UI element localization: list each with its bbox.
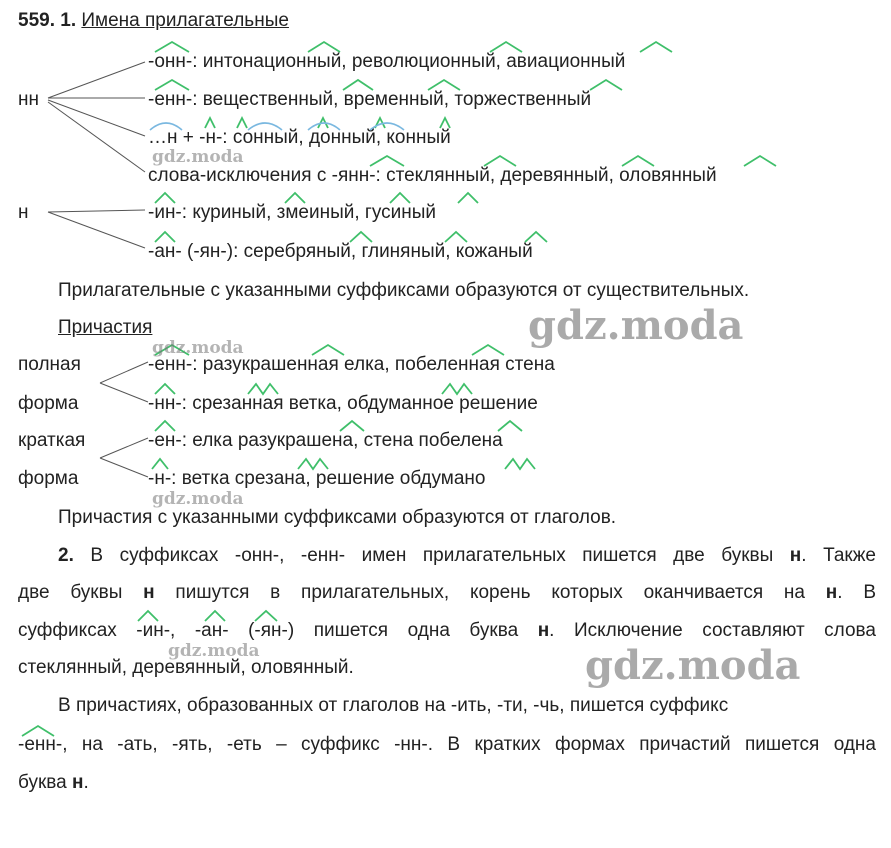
adj-line-root-n: …н + -н-: сонный, донный, конный: [148, 127, 451, 148]
para2-line1: 2. В суффиксах -онн-, -енн- имен прилагательных пишется две буквы н. Также: [58, 545, 876, 566]
adj-summary: Прилагательные с указанными суффиксами образуются от существительных.: [58, 280, 750, 301]
part-line-n: -н-: ветка срезана, решение обдумано: [148, 468, 486, 489]
para2-line3: суффиксах -ин-, -ан- (-ян-) пишется одна буква н. Исключение составляют слова: [18, 620, 876, 641]
part-line-nn: -нн-: срезанная ветка, обдуманное решение: [148, 393, 538, 414]
adj-line-in: -ин-: куриный, змеиный, гусиный: [148, 202, 436, 223]
adj-line-onn: -онн-: интонационный, революционный, авиационный: [148, 51, 626, 72]
part-summary: Причастия с указанными суффиксами образуются от глаголов.: [58, 507, 617, 528]
label-full: полная: [18, 354, 81, 375]
section-title-adjectives: Имена прилагательные: [81, 10, 289, 31]
para3-line2: -енн-, на -ать, -ять, -еть – суффикс -нн-. В кратких формах причастий пишется одна: [18, 734, 876, 755]
label-full-form: форма: [18, 393, 79, 414]
para3-line1: В причастиях, образованных от глаголов на -ить, -ти, -чь, пишется суффикс: [58, 695, 729, 716]
para2-line4: стеклянный, деревянный, оловянный.: [18, 657, 354, 678]
label-short: краткая: [18, 430, 86, 451]
exercise-number: 559. 1.: [18, 10, 77, 31]
section-title-participles: Причастия: [58, 317, 153, 338]
watermark: gdz.moda: [152, 489, 244, 509]
watermark: gdz.moda: [152, 338, 244, 358]
exercise-header: [18, 10, 289, 32]
para2-line2: две буквы н пишутся в прилагательных, корень которых оканчивается на н. В: [18, 582, 877, 603]
adj-line-an: -ан- (-ян-): серебряный, глиняный, кожаный: [148, 241, 533, 262]
adj-line-enn: -енн-: вещественный, временный, торжественный: [148, 89, 592, 110]
label-short-form: форма: [18, 468, 79, 489]
label-n: н: [18, 202, 29, 223]
watermark: gdz.moda: [168, 641, 260, 661]
watermark-large: gdz.moda: [585, 642, 801, 689]
adj-line-exceptions: слова-исключения с -янн-: стеклянный, деревянный, оловянный: [148, 165, 717, 186]
para2-number: 2.: [58, 545, 74, 566]
label-nn: нн: [18, 89, 39, 110]
para3-line3: буква н.: [18, 772, 89, 793]
watermark: gdz.moda: [152, 147, 244, 167]
part-line-en: -ен-: елка разукрашена, стена побелена: [148, 430, 503, 451]
watermark-large: gdz.moda: [528, 302, 744, 349]
part-line-enn: -енн-: разукрашенная елка, побеленная стена: [148, 354, 555, 375]
